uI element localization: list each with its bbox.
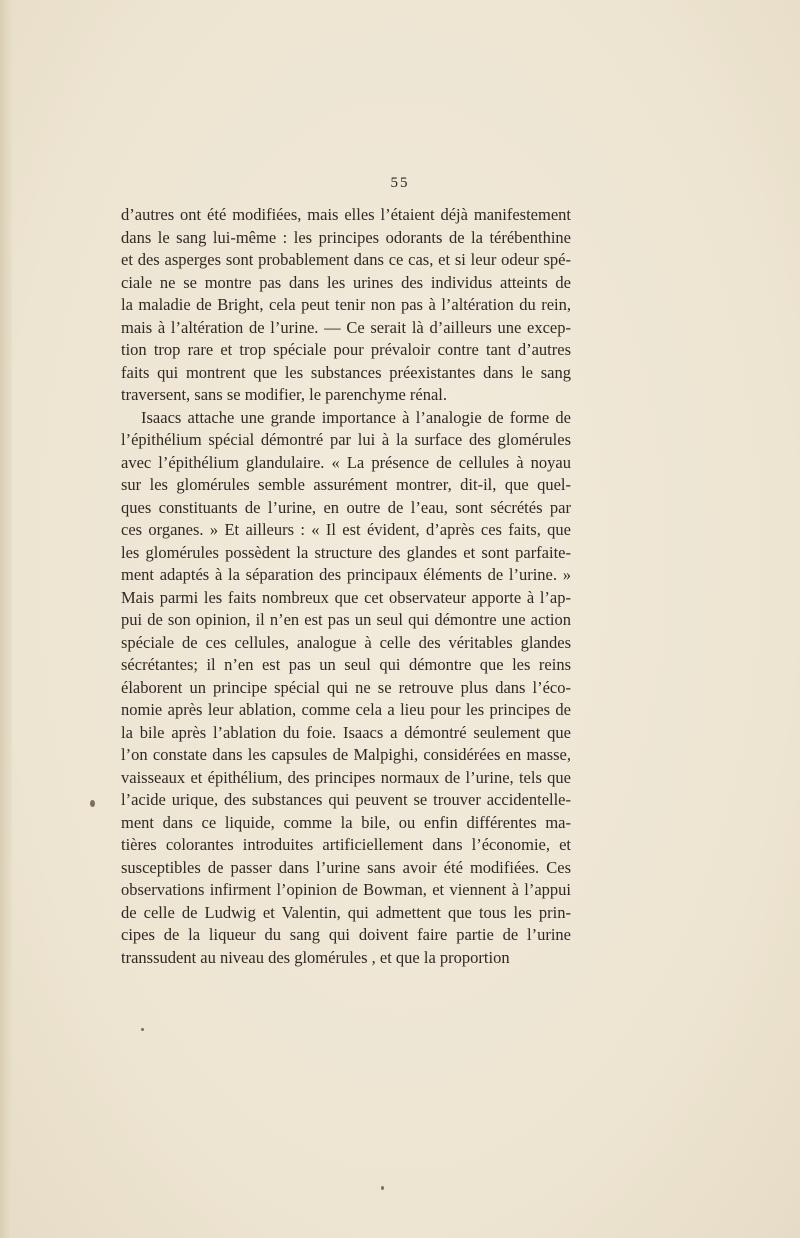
text-line: dans le sang lui-même : les principes odorants de la térébenthine <box>121 227 571 247</box>
text-line: cipes de la liqueur du sang qui doivent faire partie de l’urine <box>121 925 571 944</box>
paper-speck <box>141 1028 144 1031</box>
text-line: ques constituants de l’urine, en outre de l’eau, sont sécrétés par <box>121 497 571 517</box>
text-line: spéciale de ces cellules, analogue à celle des véritables glandes <box>121 632 571 652</box>
text-line: de celle de Ludwig et Valentin, qui admettent que tous les prin- <box>121 902 571 922</box>
body-text <box>121 204 571 969</box>
text-line: observations infirment l’opinion de Bowman, et viennent à l’appui <box>121 880 571 899</box>
text-line: ment adaptés à la séparation des principaux éléments de l’urine. » <box>121 565 571 584</box>
text-line: sur les glomérules semble assurément montrer, dit-il, que quel- <box>121 475 571 494</box>
text-line: tion trop rare et trop spéciale pour prévaloir contre tant d’autres <box>121 340 571 359</box>
text-line: transsudent au niveau des glomérules , et que la proportion <box>121 947 510 967</box>
text-line: la maladie de Bright, cela peut tenir non pas à l’altération du rein, <box>121 295 571 314</box>
text-line: faits qui montrent que les substances préexistantes dans le sang <box>121 362 571 382</box>
text-line: Mais parmi les faits nombreux que cet observateur apporte à l’ap- <box>121 587 571 607</box>
text-line: l’acide urique, des substances qui peuvent se trouver accidentelle- <box>121 790 571 809</box>
paper-speck <box>381 1186 384 1190</box>
text-line: sécrétantes; il n’en est pas un seul qui démontre que les reins <box>121 655 571 674</box>
text-line: les glomérules possèdent la structure des glandes et sont parfaite- <box>121 542 571 562</box>
text-line: traversent, sans se modifier, le parenchyme rénal. <box>121 385 447 404</box>
text-line: élaborent un principe spécial qui ne se retrouve plus dans l’éco- <box>121 677 571 697</box>
text-line: ment dans ce liquide, comme la bile, ou enfin différentes ma- <box>121 812 571 832</box>
page-number: 55 <box>390 175 410 191</box>
paper-speck <box>90 800 95 807</box>
text-line: nomie après leur ablation, comme cela a lieu pour les principes de <box>121 700 571 719</box>
text-line: tières colorantes introduites artificiellement dans l’économie, et <box>121 835 571 854</box>
text-line: ces organes. » Et ailleurs : « Il est évident, d’après ces faits, que <box>121 520 571 539</box>
text-line: la bile après l’ablation du foie. Isaacs a démontré seulement que <box>121 722 571 742</box>
text-line: susceptibles de passer dans l’urine sans avoir été modifiées. Ces <box>121 857 571 877</box>
text-line: mais à l’altération de l’urine. — Ce serait là d’ailleurs une excep- <box>121 317 571 337</box>
text-line: l’on constate dans les capsules de Malpighi, considérées en masse, <box>121 745 571 764</box>
text-line: d’autres ont été modifiées, mais elles l’étaient déjà manifestement <box>121 205 571 224</box>
text-line: pui de son opinion, il n’en est pas un seul qui démontre une action <box>121 610 571 629</box>
text-line: ciale ne se montre pas dans les urines des individus atteints de <box>121 272 571 292</box>
text-line: l’épithélium spécial démontré par lui à la surface des glomérules <box>121 430 571 449</box>
text-line: Isaacs attache une grande importance à l’analogie de forme de <box>141 407 571 427</box>
text-line: et des asperges sont probablement dans ce cas, et si leur odeur spé- <box>121 250 571 269</box>
text-line: vaisseaux et épithélium, des principes normaux de l’urine, tels que <box>121 767 571 787</box>
text-line: avec l’épithélium glandulaire. « La présence de cellules à noyau <box>121 452 571 472</box>
